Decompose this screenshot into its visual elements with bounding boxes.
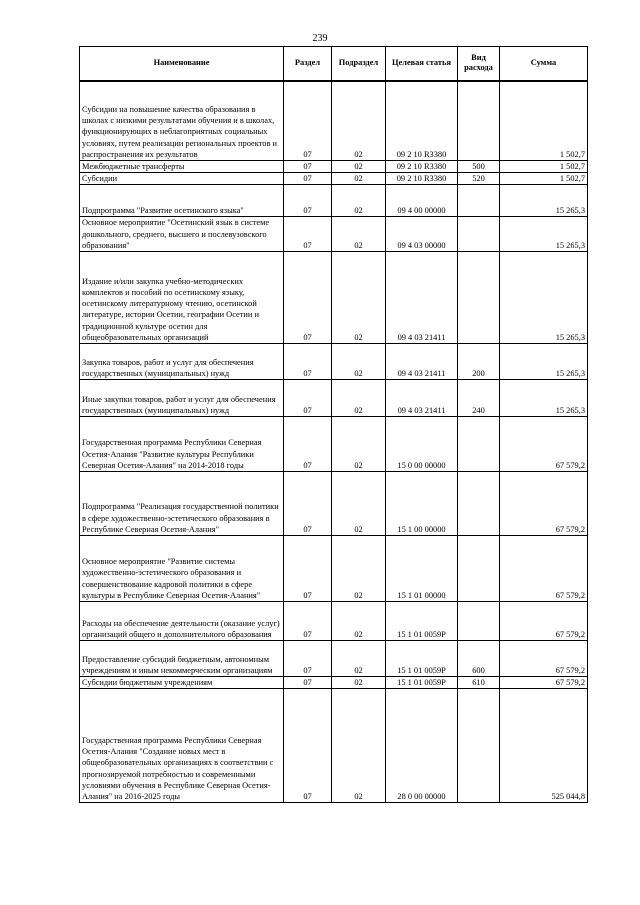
cell-vid — [458, 217, 500, 252]
cell-statya: 15 1 01 0059P — [386, 641, 458, 677]
cell-razdel: 07 — [284, 173, 332, 185]
cell-summa: 525 044,8 — [500, 689, 588, 803]
cell-summa: 1 502,7 — [500, 81, 588, 161]
cell-vid — [458, 185, 500, 217]
cell-razdel: 07 — [284, 641, 332, 677]
column-header-vid: Вид расхода — [458, 47, 500, 81]
table-row — [80, 677, 588, 689]
cell-vid: 610 — [458, 677, 500, 689]
cell-podrazdel: 02 — [332, 689, 386, 803]
cell-statya: 15 0 00 00000 — [386, 417, 458, 472]
cell-summa: 15 265,3 — [500, 185, 588, 217]
cell-statya: 09 4 03 21411 — [386, 344, 458, 380]
cell-vid: 200 — [458, 344, 500, 380]
cell-vid: 500 — [458, 161, 500, 173]
cell-podrazdel: 02 — [332, 417, 386, 472]
page-number: 239 — [312, 33, 328, 44]
cell-razdel: 07 — [284, 217, 332, 252]
cell-name: Подпрограмма "Развитие осетинского языка" — [80, 185, 284, 217]
cell-statya: 15 1 01 0059P — [386, 677, 458, 689]
cell-razdel: 07 — [284, 252, 332, 344]
cell-name: Государственная программа Республики Северная Осетия-Алания "Создание новых мест в общеобразовательных организациях в соответствии с прогнозируемой потребностью и современными условиями обучения в Республике Северная Осетия-Алания" на 2016-2025 годы — [80, 689, 284, 803]
cell-podrazdel: 02 — [332, 677, 386, 689]
cell-vid — [458, 472, 500, 536]
cell-razdel: 07 — [284, 161, 332, 173]
cell-razdel: 07 — [284, 689, 332, 803]
column-header-summa: Сумма — [500, 47, 588, 81]
table-row — [80, 417, 588, 472]
cell-name: Межбюджетные трансферты — [80, 161, 284, 173]
cell-name: Закупка товаров, работ и услуг для обеспечения государственных (муниципальных) нужд — [80, 344, 284, 380]
table-row — [80, 217, 588, 252]
cell-statya: 15 1 00 00000 — [386, 472, 458, 536]
table-row — [80, 161, 588, 173]
cell-razdel: 07 — [284, 81, 332, 161]
cell-podrazdel: 02 — [332, 81, 386, 161]
table-row — [80, 81, 588, 161]
cell-summa: 67 579,2 — [500, 641, 588, 677]
cell-name: Расходы на обеспечение деятельности (оказание услуг) организаций общего и дополнительного образования — [80, 602, 284, 641]
cell-name: Основное мероприятие "Осетинский язык в системе дошкольного, среднего, высшего и послевузовского образования" — [80, 217, 284, 252]
cell-vid: 240 — [458, 380, 500, 417]
column-header-razdel: Раздел — [284, 47, 332, 81]
cell-name: Субсидии бюджетным учреждениям — [80, 677, 284, 689]
table-row — [80, 472, 588, 536]
column-header-podrazdel: Подраздел — [332, 47, 386, 81]
cell-razdel: 07 — [284, 344, 332, 380]
cell-podrazdel: 02 — [332, 173, 386, 185]
column-header-name: Наименование — [80, 47, 284, 81]
table-row — [80, 344, 588, 380]
cell-summa: 15 265,3 — [500, 380, 588, 417]
cell-vid — [458, 689, 500, 803]
cell-statya: 09 4 03 21411 — [386, 380, 458, 417]
cell-statya: 09 2 10 R3380 — [386, 161, 458, 173]
cell-podrazdel: 02 — [332, 602, 386, 641]
cell-vid — [458, 252, 500, 344]
table-row — [80, 641, 588, 677]
cell-summa: 1 502,7 — [500, 161, 588, 173]
cell-vid — [458, 417, 500, 472]
cell-name: Государственная программа Республики Северная Осетия-Алания "Развитие культуры Республики Северная Осетия-Алания" на 2014-2018 годы — [80, 417, 284, 472]
cell-name: Субсидии — [80, 173, 284, 185]
cell-vid — [458, 602, 500, 641]
cell-name: Предоставление субсидий бюджетным, автономным учреждениям и иным некоммерческим организациям — [80, 641, 284, 677]
cell-statya: 09 4 03 00000 — [386, 217, 458, 252]
cell-razdel: 07 — [284, 602, 332, 641]
cell-podrazdel: 02 — [332, 641, 386, 677]
cell-razdel: 07 — [284, 380, 332, 417]
cell-summa: 67 579,2 — [500, 472, 588, 536]
cell-summa: 15 265,3 — [500, 344, 588, 380]
cell-razdel: 07 — [284, 417, 332, 472]
cell-summa: 67 579,2 — [500, 602, 588, 641]
cell-statya: 09 4 00 00000 — [386, 185, 458, 217]
table-row — [80, 689, 588, 803]
cell-podrazdel: 02 — [332, 472, 386, 536]
cell-razdel: 07 — [284, 536, 332, 602]
cell-summa: 67 579,2 — [500, 677, 588, 689]
table-header — [80, 47, 588, 81]
cell-razdel: 07 — [284, 472, 332, 536]
table-body — [80, 81, 588, 803]
cell-name: Издание и/или закупка учебно-методических комплектов и пособий по осетинскому языку, осетинскому литературному чтению, осетинской литературе, истории Осетии, географии Осетии и традиционной культуре осетин для общеобразовательных организаций — [80, 252, 284, 344]
column-header-statya: Целевая статья — [386, 47, 458, 81]
table-row — [80, 252, 588, 344]
cell-statya: 15 1 01 00000 — [386, 536, 458, 602]
cell-statya: 09 2 10 R3380 — [386, 173, 458, 185]
table-row — [80, 536, 588, 602]
cell-statya: 09 4 03 21411 — [386, 252, 458, 344]
cell-vid — [458, 81, 500, 161]
cell-razdel: 07 — [284, 677, 332, 689]
cell-razdel: 07 — [284, 185, 332, 217]
table-row — [80, 173, 588, 185]
cell-statya: 09 2 10 R3380 — [386, 81, 458, 161]
cell-vid: 520 — [458, 173, 500, 185]
cell-summa: 15 265,3 — [500, 252, 588, 344]
table-row — [80, 602, 588, 641]
cell-vid: 600 — [458, 641, 500, 677]
table-row — [80, 380, 588, 417]
cell-name: Подпрограмма "Реализация государственной политики в сфере художественно-эстетического образования в Республике Северная Осетия-Алания" — [80, 472, 284, 536]
table-row — [80, 185, 588, 217]
cell-summa: 67 579,2 — [500, 417, 588, 472]
cell-podrazdel: 02 — [332, 380, 386, 417]
cell-summa: 67 579,2 — [500, 536, 588, 602]
cell-vid — [458, 536, 500, 602]
cell-summa: 1 502,7 — [500, 173, 588, 185]
budget-table — [79, 46, 588, 803]
cell-name: Иные закупки товаров, работ и услуг для обеспечения государственных (муниципальных) нужд — [80, 380, 284, 417]
cell-name: Субсидии на повышение качества образования в школах с низкими результатами обучения и в школах, функционирующих в неблагоприятных социальных условиях, путем реализации региональных проектов и распространения их результатов — [80, 81, 284, 161]
cell-podrazdel: 02 — [332, 344, 386, 380]
cell-statya: 15 1 01 0059P — [386, 602, 458, 641]
cell-podrazdel: 02 — [332, 536, 386, 602]
cell-statya: 28 0 00 00000 — [386, 689, 458, 803]
cell-summa: 15 265,3 — [500, 217, 588, 252]
cell-podrazdel: 02 — [332, 217, 386, 252]
cell-podrazdel: 02 — [332, 252, 386, 344]
cell-name: Основное мероприятие "Развитие системы художественно-эстетического образования и совершенствование кадровой политики в сфере культуры в Республике Северная Осетия-Алания" — [80, 536, 284, 602]
cell-podrazdel: 02 — [332, 185, 386, 217]
cell-podrazdel: 02 — [332, 161, 386, 173]
